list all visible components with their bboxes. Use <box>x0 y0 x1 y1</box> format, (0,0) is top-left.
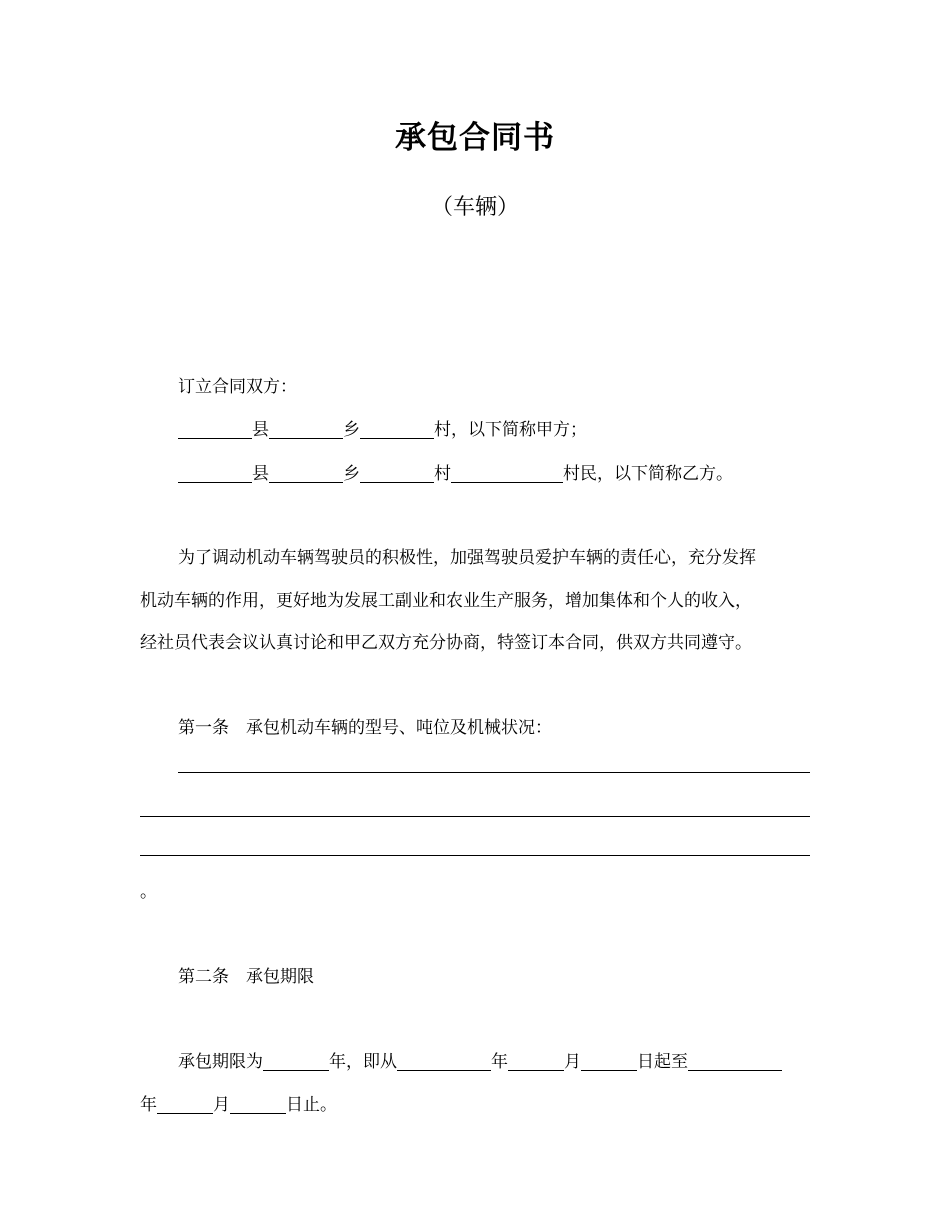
year-label: 年 <box>329 1052 346 1072</box>
preamble-line-1: 为了调动机动车辆驾驶员的积极性，加强驾驶员爱护车辆的责任心，充分发挥 <box>178 548 756 568</box>
article-2-heading: 第二条 承包期限 <box>178 967 314 987</box>
term-prefix: 承包期限为 <box>178 1052 263 1072</box>
article-1-heading: 第一条 承包机动车辆的型号、吨位及机械状况： <box>178 718 552 738</box>
village-label: 村 <box>434 464 451 484</box>
parties-heading: 订立合同双方： <box>178 377 297 397</box>
term-line-2 <box>140 1093 337 1117</box>
party-b-line <box>178 462 733 486</box>
start-year-blank[interactable] <box>397 1050 491 1071</box>
article-1-fill-line-2[interactable] <box>140 816 810 817</box>
party-b-name-blank[interactable] <box>451 462 563 483</box>
party-a-suffix: ，以下简称甲方； <box>451 420 587 440</box>
township-label: 乡 <box>343 464 360 484</box>
year-label: 年 <box>491 1052 508 1072</box>
day-from-label: 日起至 <box>637 1052 688 1072</box>
term-line-1 <box>178 1050 782 1074</box>
start-day-blank[interactable] <box>581 1050 637 1071</box>
party-a-county-blank[interactable] <box>178 418 252 439</box>
year-label: 年 <box>140 1095 157 1115</box>
start-month-blank[interactable] <box>508 1050 564 1071</box>
document-subtitle: （车辆） <box>430 195 519 220</box>
party-b-village-blank[interactable] <box>360 462 434 483</box>
end-month-blank[interactable] <box>157 1093 213 1114</box>
from-label: ，即从 <box>346 1052 397 1072</box>
month-label: 月 <box>213 1095 230 1115</box>
party-b-suffix: ，以下简称乙方。 <box>597 464 733 484</box>
villager-label: 村民 <box>563 464 597 484</box>
end-day-blank[interactable] <box>230 1093 286 1114</box>
preamble-line-3: 经社员代表会议认真讨论和甲乙双方充分协商，特签订本合同，供双方共同遵守。 <box>140 633 752 653</box>
article-1-end-mark: 。 <box>140 882 157 902</box>
party-a-village-blank[interactable] <box>360 418 434 439</box>
document-title: 承包合同书 <box>395 120 555 156</box>
county-label: 县 <box>252 420 269 440</box>
end-year-blank-part[interactable] <box>688 1050 782 1071</box>
term-years-blank[interactable] <box>263 1050 329 1071</box>
day-until-label: 日止。 <box>286 1095 337 1115</box>
article-1-fill-line-1[interactable] <box>178 772 810 773</box>
township-label: 乡 <box>343 420 360 440</box>
party-a-line <box>178 418 587 442</box>
village-label: 村 <box>434 420 451 440</box>
party-b-township-blank[interactable] <box>269 462 343 483</box>
preamble-line-2: 机动车辆的作用，更好地为发展工副业和农业生产服务，增加集体和个人的收入， <box>140 591 752 611</box>
party-a-township-blank[interactable] <box>269 418 343 439</box>
county-label: 县 <box>252 464 269 484</box>
article-1-fill-line-3[interactable] <box>140 855 810 856</box>
party-b-county-blank[interactable] <box>178 462 252 483</box>
month-label: 月 <box>564 1052 581 1072</box>
